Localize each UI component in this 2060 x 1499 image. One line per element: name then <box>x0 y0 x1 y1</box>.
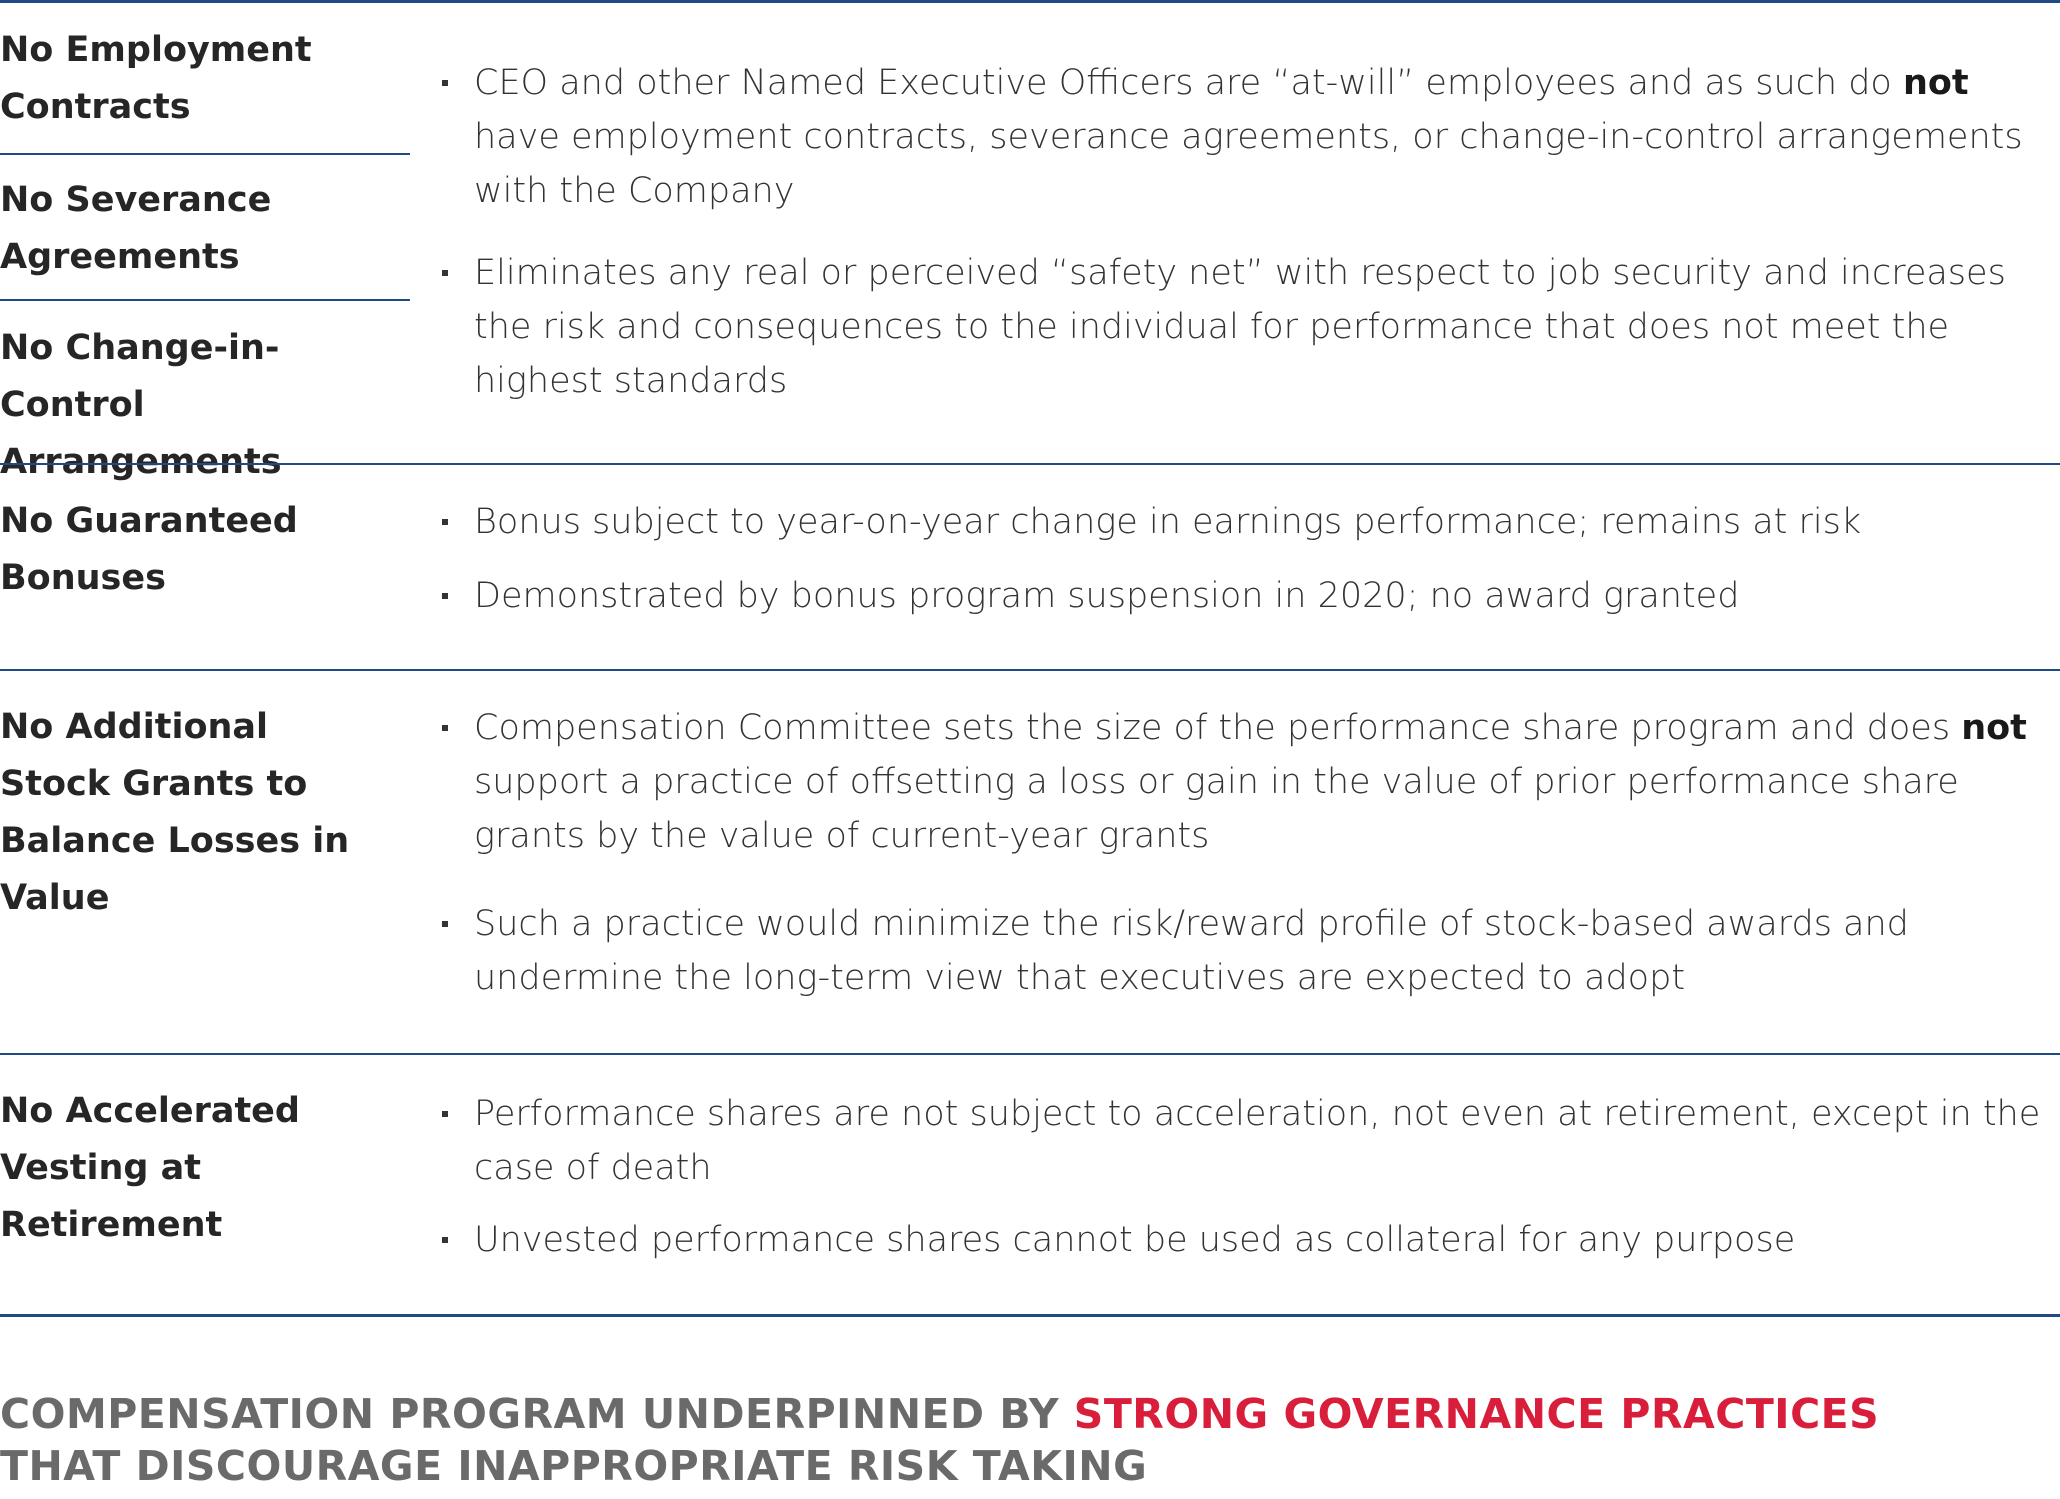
bullet-text-before: CEO and other Named Executive Officers are “at-will” employees and as such do <box>474 63 1903 103</box>
row-divider-3 <box>0 1053 2060 1055</box>
bottom-rule <box>0 1314 2060 1317</box>
footer-heading <box>0 1388 2060 1492</box>
bullet-text-before: Compensation Committee sets the size of the performance share program and does <box>474 708 1962 748</box>
list-item <box>438 495 2048 549</box>
label-no-guaranteed-bonuses: No Guaranteed Bonuses <box>0 501 298 598</box>
bullet-text: Performance shares are not subject to acceleration, not even at retirement, except in the case of death <box>474 1094 2041 1188</box>
list-item <box>438 569 2048 623</box>
bullet-icon <box>442 921 448 927</box>
label-no-additional-stock-grants: No Additional Stock Grants to Balance Losses in Value <box>0 707 350 918</box>
bullet-text: Eliminates any real or perceived “safety net” with respect to job security and increases the risk and consequences to the individual for performance that does not meet the highest standards <box>474 253 2006 401</box>
bullet-text-after: support a practice of offsetting a loss or gain in the value of prior performance share grants by the value of current-year grants <box>474 762 1959 856</box>
footer-line-1 <box>0 1388 2060 1440</box>
bullets-row-2 <box>438 495 2048 623</box>
bullet-icon <box>442 725 448 731</box>
bullet-icon <box>442 593 448 599</box>
row-divider-2 <box>0 669 2060 671</box>
bullet-text-after: have employment contracts, severance agreements, or change-in-control arrangements with the Company <box>474 117 2023 211</box>
bullet-text: Bonus subject to year-on-year change in earnings performance; remains at risk <box>474 502 1862 542</box>
label-no-employment-contracts: No Employment Contracts <box>0 30 312 127</box>
bullets-row-4 <box>438 1087 2048 1267</box>
bullets-row-3 <box>438 701 2048 1005</box>
list-item <box>438 1087 2048 1195</box>
list-item <box>438 246 2048 408</box>
list-item <box>438 56 2048 218</box>
row-divider-1 <box>0 463 2060 465</box>
top-rule <box>0 0 2060 3</box>
list-item <box>438 897 2048 1005</box>
label-no-accelerated-vesting: No Accelerated Vesting at Retirement <box>0 1091 300 1245</box>
label-no-severance-agreements: No Severance Agreements <box>0 180 272 277</box>
bullets-row-1 <box>438 56 2048 408</box>
sub-rule-1 <box>0 153 410 155</box>
bullet-icon <box>442 270 448 276</box>
footer-line-2: THAT DISCOURAGE INAPPROPRIATE RISK TAKING <box>0 1442 1148 1490</box>
sub-rule-2 <box>0 299 410 301</box>
bullet-text: Demonstrated by bonus program suspension in 2020; no award granted <box>474 576 1740 616</box>
label-no-change-in-control: No Change-in-Control Arrangements <box>0 328 282 482</box>
bullet-text-bold: not <box>1902 63 1969 103</box>
bullet-text-bold: not <box>1961 708 2027 748</box>
bullet-icon <box>442 80 448 86</box>
list-item <box>438 1213 2048 1267</box>
list-item <box>438 701 2048 863</box>
footer-accent: STRONG GOVERNANCE PRACTICES <box>1073 1390 1880 1438</box>
bullet-icon <box>442 1237 448 1243</box>
bullet-icon <box>442 1111 448 1117</box>
bullet-text: Such a practice would minimize the risk/reward profile of stock-based awards and undermine the long-term view that executives are expected to adopt <box>474 904 1909 998</box>
bullet-icon <box>442 519 448 525</box>
bullet-text: Unvested performance shares cannot be used as collateral for any purpose <box>474 1220 1796 1260</box>
footer-prefix: COMPENSATION PROGRAM UNDERPINNED BY <box>0 1390 1074 1438</box>
